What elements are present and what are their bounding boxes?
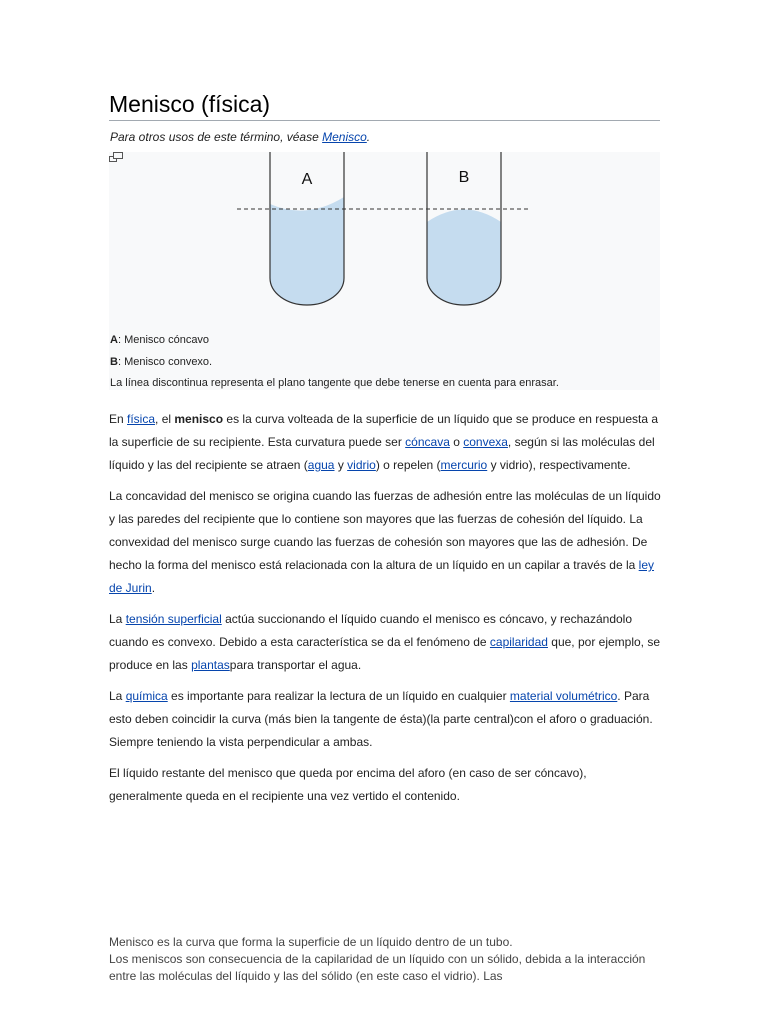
caption-a: [110, 334, 209, 346]
hatnote-link-menisco[interactable]: Menisco: [322, 130, 367, 144]
caption-a-key: A: [110, 334, 118, 346]
text: La: [109, 689, 126, 703]
link-tension-superficial[interactable]: tensión superficial: [125, 612, 222, 626]
link-fisica[interactable]: física: [127, 412, 156, 426]
text: La: [109, 612, 126, 626]
text: actúa succionando el líquido cuando el menisco es cóncavo, y rechazándolo cuando es convexo. Debido a esta característica se da el fenómeno de: [109, 612, 633, 649]
hatnote-suffix: .: [366, 130, 371, 144]
text: y: [334, 458, 348, 472]
hatnote-prefix: Para otros usos de este término, véase: [110, 130, 323, 144]
label-a: A: [301, 171, 313, 188]
text: es la curva volteada de la superficie de un líquido que se produce en respuesta a la superficie de su recipiente. Esta curvatura puede ser: [109, 412, 659, 449]
link-ley-de-jurin[interactable]: ley de Jurin: [109, 558, 655, 595]
link-concava[interactable]: cóncava: [405, 435, 450, 449]
text: o: [449, 435, 464, 449]
link-convexa[interactable]: convexa: [463, 435, 508, 449]
text: En: [109, 412, 128, 426]
caption-note: La línea discontinua representa el plano tangente que debe tenerse en cuenta para enrasar.: [110, 377, 559, 389]
link-mercurio[interactable]: mercurio: [440, 458, 488, 472]
link-agua[interactable]: agua: [307, 458, 335, 472]
text: La concavidad del menisco se origina cuando las fuerzas de adhesión entre las moléculas de un líquido y las paredes del recipiente que lo contiene son mayores que las fuerzas de cohesión del líquido. La convexidad del menisco surge cuando las fuerzas de cohesión son mayores que las de adhesión. De hecho la forma del menisco está relacionada con la altura de un líquido en un capilar a través de la: [109, 489, 661, 572]
link-capilaridad[interactable]: capilaridad: [489, 635, 548, 649]
magnify-icon[interactable]: [109, 152, 123, 163]
text: y vidrio), respectivamente.: [487, 458, 631, 472]
label-b: B: [458, 169, 470, 186]
link-quimica[interactable]: química: [125, 689, 168, 703]
tube-b-liquid: [427, 210, 501, 306]
text: . Para esto deben coincidir la curva (más bien la tangente de ésta)(la parte central)con el aforo o graduación. Siempre teniendo la vista perpendicular a ambas.: [109, 689, 653, 749]
text: que, por ejemplo, se produce en las: [109, 635, 661, 672]
meniscus-figure: [109, 152, 660, 390]
link-plantas[interactable]: plantas: [191, 658, 230, 672]
link-material-volumetrico[interactable]: material volumétrico: [509, 689, 618, 703]
link-vidrio[interactable]: vidrio: [347, 458, 376, 472]
hatnote: [110, 130, 370, 144]
text: , según si las moléculas del líquido y las del recipiente se atraen (: [109, 435, 655, 472]
paragraph-2: [109, 485, 661, 600]
text: para transportar el agua.: [229, 658, 362, 672]
footer-line-2: Los meniscos son consecuencia de la capilaridad de un líquido con un sólido, debida a la interacción entre las moléculas del líquido y las del sólido (en este caso el vidrio). Las: [109, 952, 646, 983]
tube-a-liquid: [270, 197, 344, 305]
term-menisco: menisco: [174, 412, 224, 426]
text: ) o repelen (: [375, 458, 441, 472]
paragraph-1: [109, 408, 661, 477]
text: .: [151, 581, 156, 595]
text: , el: [155, 412, 175, 426]
paragraph-5: [109, 762, 661, 808]
footer-excerpt: [109, 934, 661, 985]
caption-b-text: : Menisco convexo.: [117, 356, 213, 368]
text: es importante para realizar la lectura de un líquido en cualquier: [167, 689, 510, 703]
footer-line-1: Menisco es la curva que forma la superficie de un líquido dentro de un tubo.: [109, 935, 513, 949]
paragraph-4: [109, 685, 661, 754]
page-title: Menisco (física): [109, 90, 660, 121]
caption-a-text: : Menisco cóncavo: [117, 334, 210, 346]
paragraph-3: [109, 608, 661, 677]
article-body: [109, 408, 661, 816]
caption-b-key: B: [110, 356, 118, 368]
meniscus-diagram: [109, 152, 660, 312]
text: El líquido restante del menisco que queda por encima del aforo (en caso de ser cóncavo), generalmente queda en el recipiente una vez vertido el contenido.: [109, 766, 587, 803]
caption-b: [110, 356, 212, 368]
